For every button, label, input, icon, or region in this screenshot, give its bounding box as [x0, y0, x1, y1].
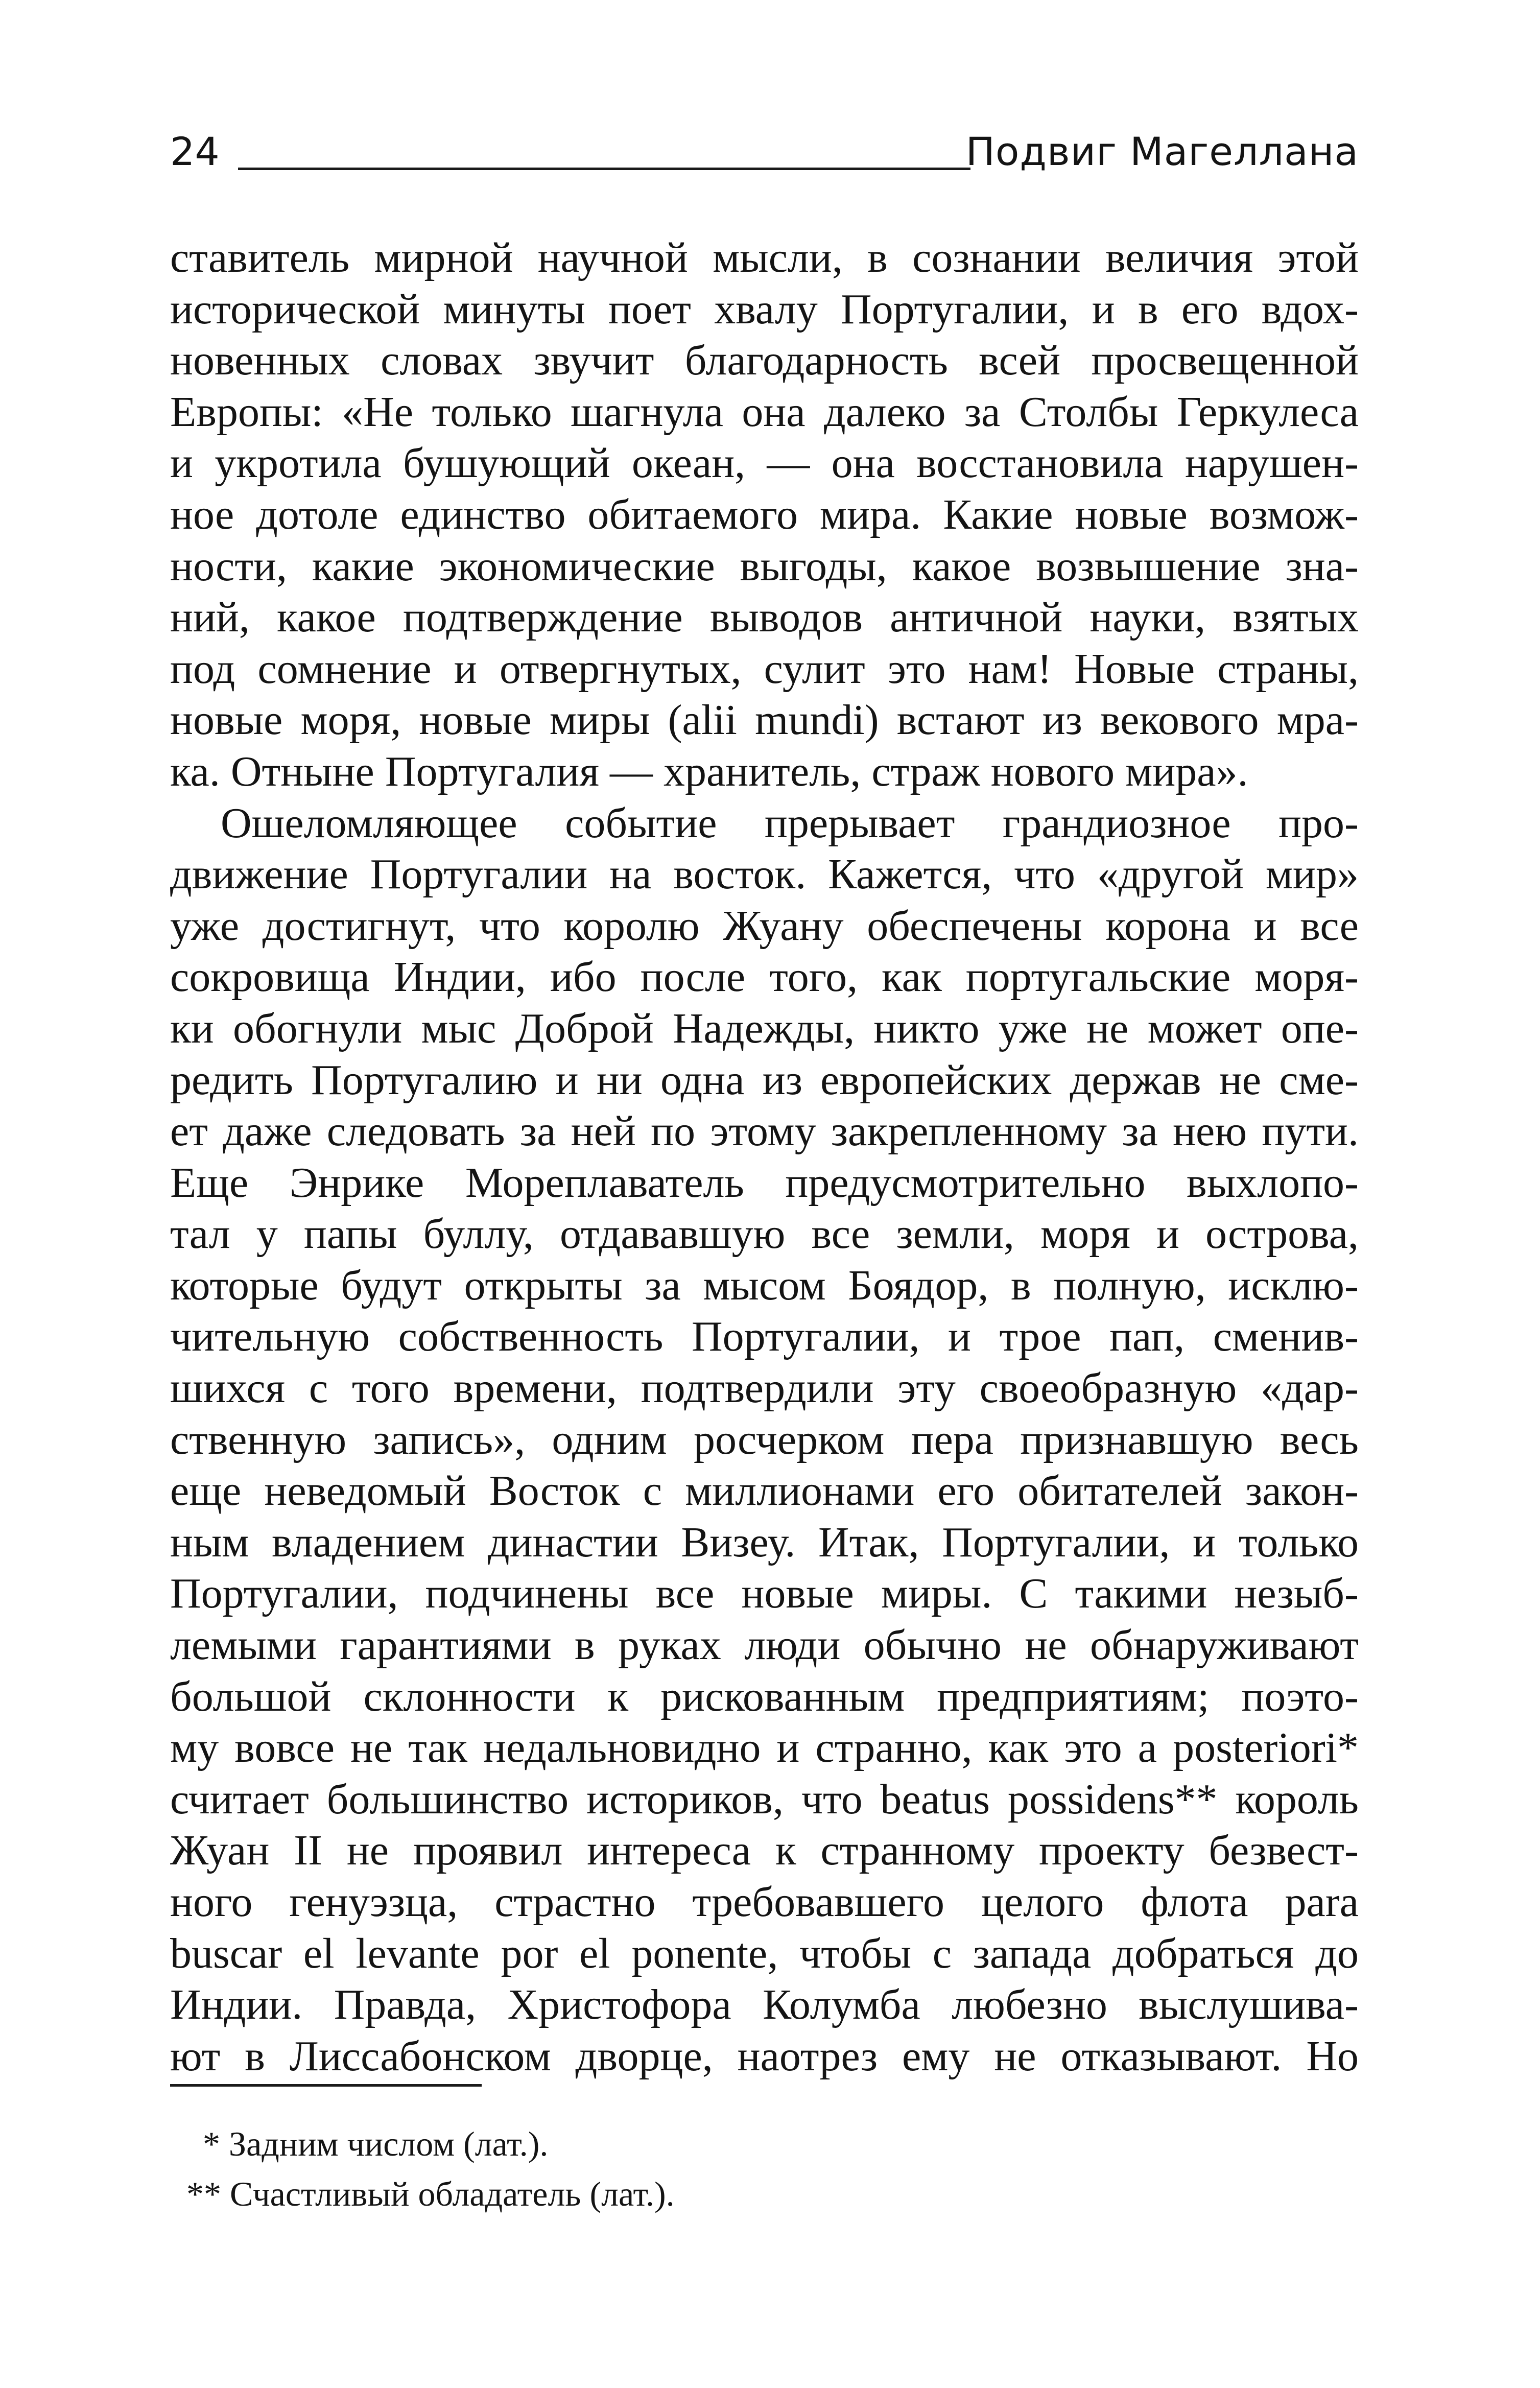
text-line: ка. Отныне Португалия — хранитель, страж нового мира».: [170, 747, 1248, 795]
text-line: ет даже следовать за ней по этому закрепленному за нею пути.: [170, 1107, 1359, 1155]
text-line: тал у папы буллу, отдававшую все земли, моря и острова,: [170, 1210, 1359, 1258]
text-line: Жуан II не проявил интереса к странному проекту безвест-: [170, 1827, 1359, 1875]
text-line: ки обогнули мыс Доброй Надежды, никто уже не может опе-: [170, 1004, 1359, 1052]
text-line: Ошеломляющее событие прерывает грандиозное про-: [221, 799, 1359, 847]
text-line: чительную собственность Португалии, и трое пап, сменив-: [170, 1313, 1359, 1361]
text-line: и укротила бушующий океан, — она восстановила нарушен-: [170, 439, 1359, 487]
header-rule: [238, 168, 970, 170]
footnote-rule: [170, 2084, 482, 2087]
text-line: считает большинство историков, что beatus possidens** король: [170, 1775, 1359, 1823]
text-line: еще неведомый Восток с миллионами его обитателей закон-: [170, 1467, 1359, 1515]
text-line: Еще Энрике Мореплаватель предусмотрительно выхлопо-: [170, 1158, 1359, 1207]
text-line: редить Португалию и ни одна из европейских держав не сме-: [170, 1056, 1359, 1104]
text-line: под сомнение и отвергнутых, сулит это нам! Новые страны,: [170, 645, 1359, 693]
footnote: ** Счастливый обладатель (лат.).: [186, 2174, 675, 2213]
text-line: ного генуэзца, страстно требовавшего целого флота para: [170, 1878, 1359, 1926]
page-header: [170, 124, 1359, 180]
footnotes: [170, 2119, 1359, 2219]
text-line: большой склонности к рискованным предприятиям; поэто-: [170, 1672, 1359, 1720]
text-line: новенных словах звучит благодарность всей просвещенной: [170, 337, 1359, 385]
footnote: * Задним числом (лат.).: [203, 2124, 549, 2163]
text-line: новые моря, новые миры (alii mundi) встают из векового мра-: [170, 696, 1359, 744]
text-line: уже достигнут, что королю Жуану обеспечены корона и все: [170, 902, 1359, 950]
text-line: сокровища Индии, ибо после того, как португальские моря-: [170, 953, 1359, 1001]
text-line: ным владением династии Визеу. Итак, Португалии, и только: [170, 1518, 1359, 1566]
text-line: исторической минуты поет хвалу Португалии, и в его вдох-: [170, 285, 1359, 333]
text-line: которые будут открыты за мысом Боядор, в полную, исклю-: [170, 1261, 1359, 1309]
text-line: шихся с того времени, подтвердили эту своеобразную «дар-: [170, 1364, 1359, 1412]
text-line: Индии. Правда, Христофора Колумба любезно выслушива-: [170, 1981, 1359, 2029]
text-line: движение Португалии на восток. Кажется, что «другой мир»: [170, 850, 1359, 899]
text-line: ности, какие экономические выгоды, какое возвышение зна-: [170, 542, 1359, 590]
text-line: ют в Лиссабонском дворце, наотрез ему не отказывают. Но: [170, 2032, 1359, 2080]
text-line: ставитель мирной научной мысли, в сознании величия этой: [170, 234, 1359, 281]
running-title: Подвиг Магеллана: [965, 129, 1359, 174]
text-line: ственную запись», одним росчерком пера признавшую весь: [170, 1415, 1359, 1463]
text-line: ний, какое подтверждение выводов античной науки, взятых: [170, 594, 1359, 642]
text-line: ное дотоле единство обитаемого мира. Какие новые возмож-: [170, 490, 1359, 538]
text-line: Португалии, подчинены все новые миры. С такими незыб-: [170, 1570, 1359, 1618]
text-line: buscar el levante por el ponente, чтобы с запада добраться до: [170, 1929, 1359, 1977]
page-number: 24: [170, 129, 220, 174]
text-line: Европы: «Не только шагнула она далеко за Столбы Геркулеса: [170, 388, 1359, 436]
text-line: лемыми гарантиями в руках люди обычно не обнаруживают: [170, 1621, 1359, 1669]
text-line: му вовсе не так недальновидно и странно, как это a posteriori*: [170, 1724, 1359, 1772]
body-text: [170, 232, 1359, 2082]
